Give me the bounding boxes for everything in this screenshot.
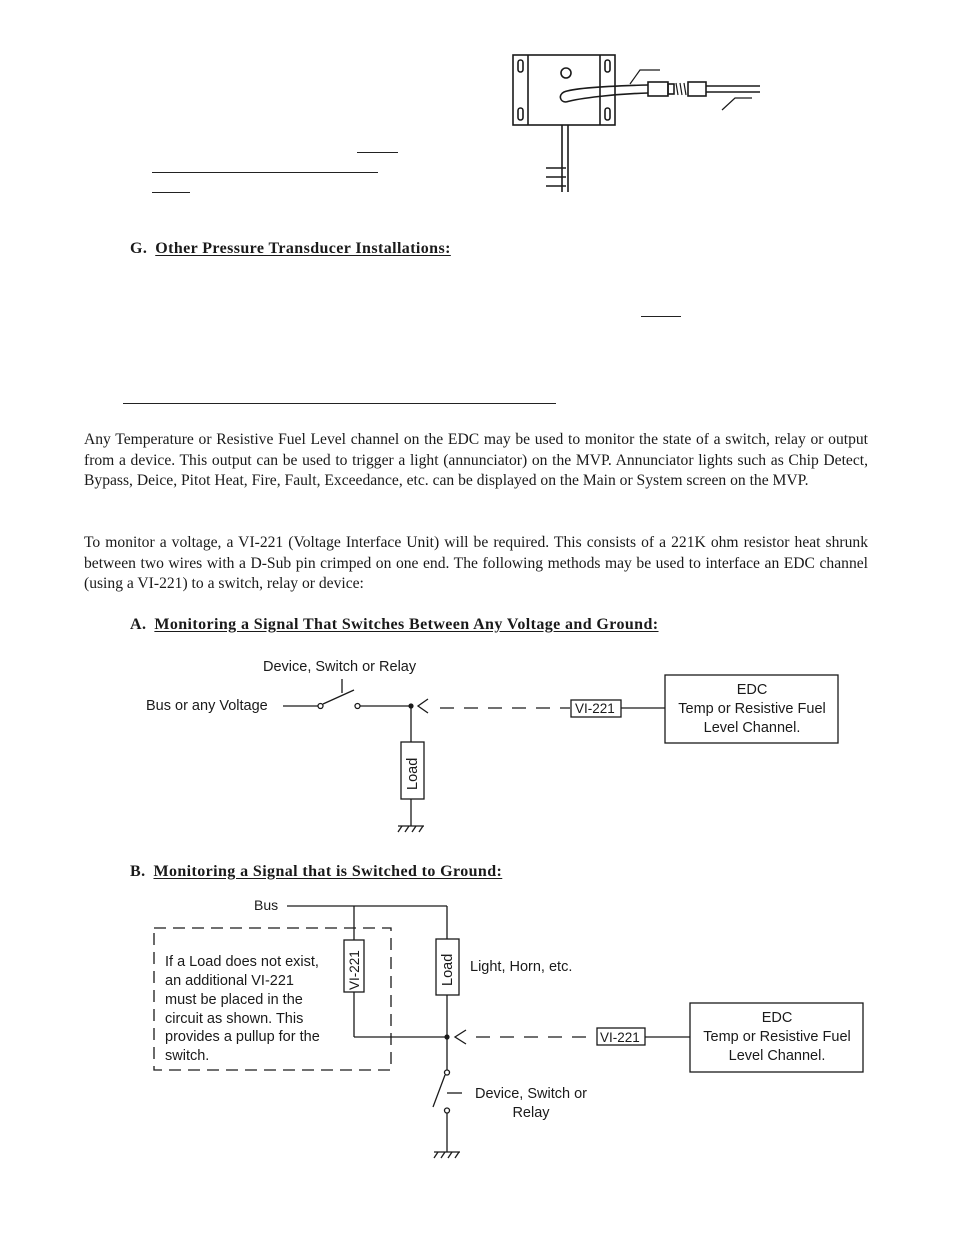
underline-rule <box>641 316 681 317</box>
device-switch-relay-label: Relay <box>512 1105 550 1121</box>
diagram-a <box>0 640 954 840</box>
device-switch-relay-label: Device, Switch or <box>474 1086 588 1102</box>
device-switch-relay-label: Device, Switch or Relay <box>263 659 417 675</box>
transducer-illustration <box>500 40 770 200</box>
diagram-b <box>0 890 954 1170</box>
load-label: Load <box>405 757 421 790</box>
section-title: Monitoring a Signal That Switches Between Any Voltage and Ground: <box>154 616 659 633</box>
edc-title: EDC <box>761 1010 793 1026</box>
section-label: B. <box>130 863 146 880</box>
bus-label: Bus <box>254 897 279 913</box>
edc-channel-line: Level Channel. <box>728 1048 826 1064</box>
vi-221-label: VI-221 <box>575 701 615 716</box>
underline-rule <box>123 403 556 404</box>
edc-channel-line: Temp or Resistive Fuel <box>703 1029 851 1045</box>
section-label: A. <box>130 616 147 633</box>
edc-channel-line: Level Channel. <box>703 720 801 736</box>
section-title: Other Pressure Transducer Installations: <box>155 240 451 257</box>
light-horn-label: Light, Horn, etc. <box>470 959 573 975</box>
paragraph-annunciator: Any Temperature or Resistive Fuel Level channel on the EDC may be used to monitor the state of a switch, relay or output from a device. This output can be used to trigger a light (annunciator) on the MVP. Annunciator lights such as Chip Detect, Bypass, Deice, Pitot Heat, Fire, Fault, Exceedance, etc. can be displayed on the Main or System screen on the MVP. <box>84 431 868 489</box>
section-label: G. <box>130 240 148 257</box>
vi-221-label: VI-221 <box>600 1030 640 1045</box>
section-g-heading <box>130 240 451 258</box>
bus-voltage-label: Bus or any Voltage <box>146 698 268 714</box>
underline-rule <box>357 152 398 153</box>
note-text: provides a pullup for the <box>165 1029 320 1045</box>
paragraph-voltage-interface: To monitor a voltage, a VI-221 (Voltage Interface Unit) will be required. This consists of a 221K ohm resistor heat shrunk between two wires with a D-Sub pin crimped on one end. The following methods may be used to interface an EDC channel (using a VI-221) to a switch, relay or device: <box>84 534 868 592</box>
section-title: Monitoring a Signal that is Switched to Ground: <box>153 863 503 880</box>
load-label: Load <box>440 953 456 986</box>
underline-rule <box>152 172 378 173</box>
vi-221-pullup-label: VI-221 <box>347 950 362 990</box>
underline-rule <box>152 192 190 193</box>
note-text: If a Load does not exist, <box>165 954 319 970</box>
edc-title: EDC <box>736 682 768 698</box>
section-a-heading <box>130 616 659 634</box>
section-b-heading <box>130 863 502 881</box>
edc-channel-line: Temp or Resistive Fuel <box>678 701 826 717</box>
note-text: circuit as shown. This <box>165 1011 304 1027</box>
note-text: switch. <box>165 1048 210 1064</box>
note-text: must be placed in the <box>165 992 303 1008</box>
note-text: an additional VI-221 <box>165 973 294 989</box>
